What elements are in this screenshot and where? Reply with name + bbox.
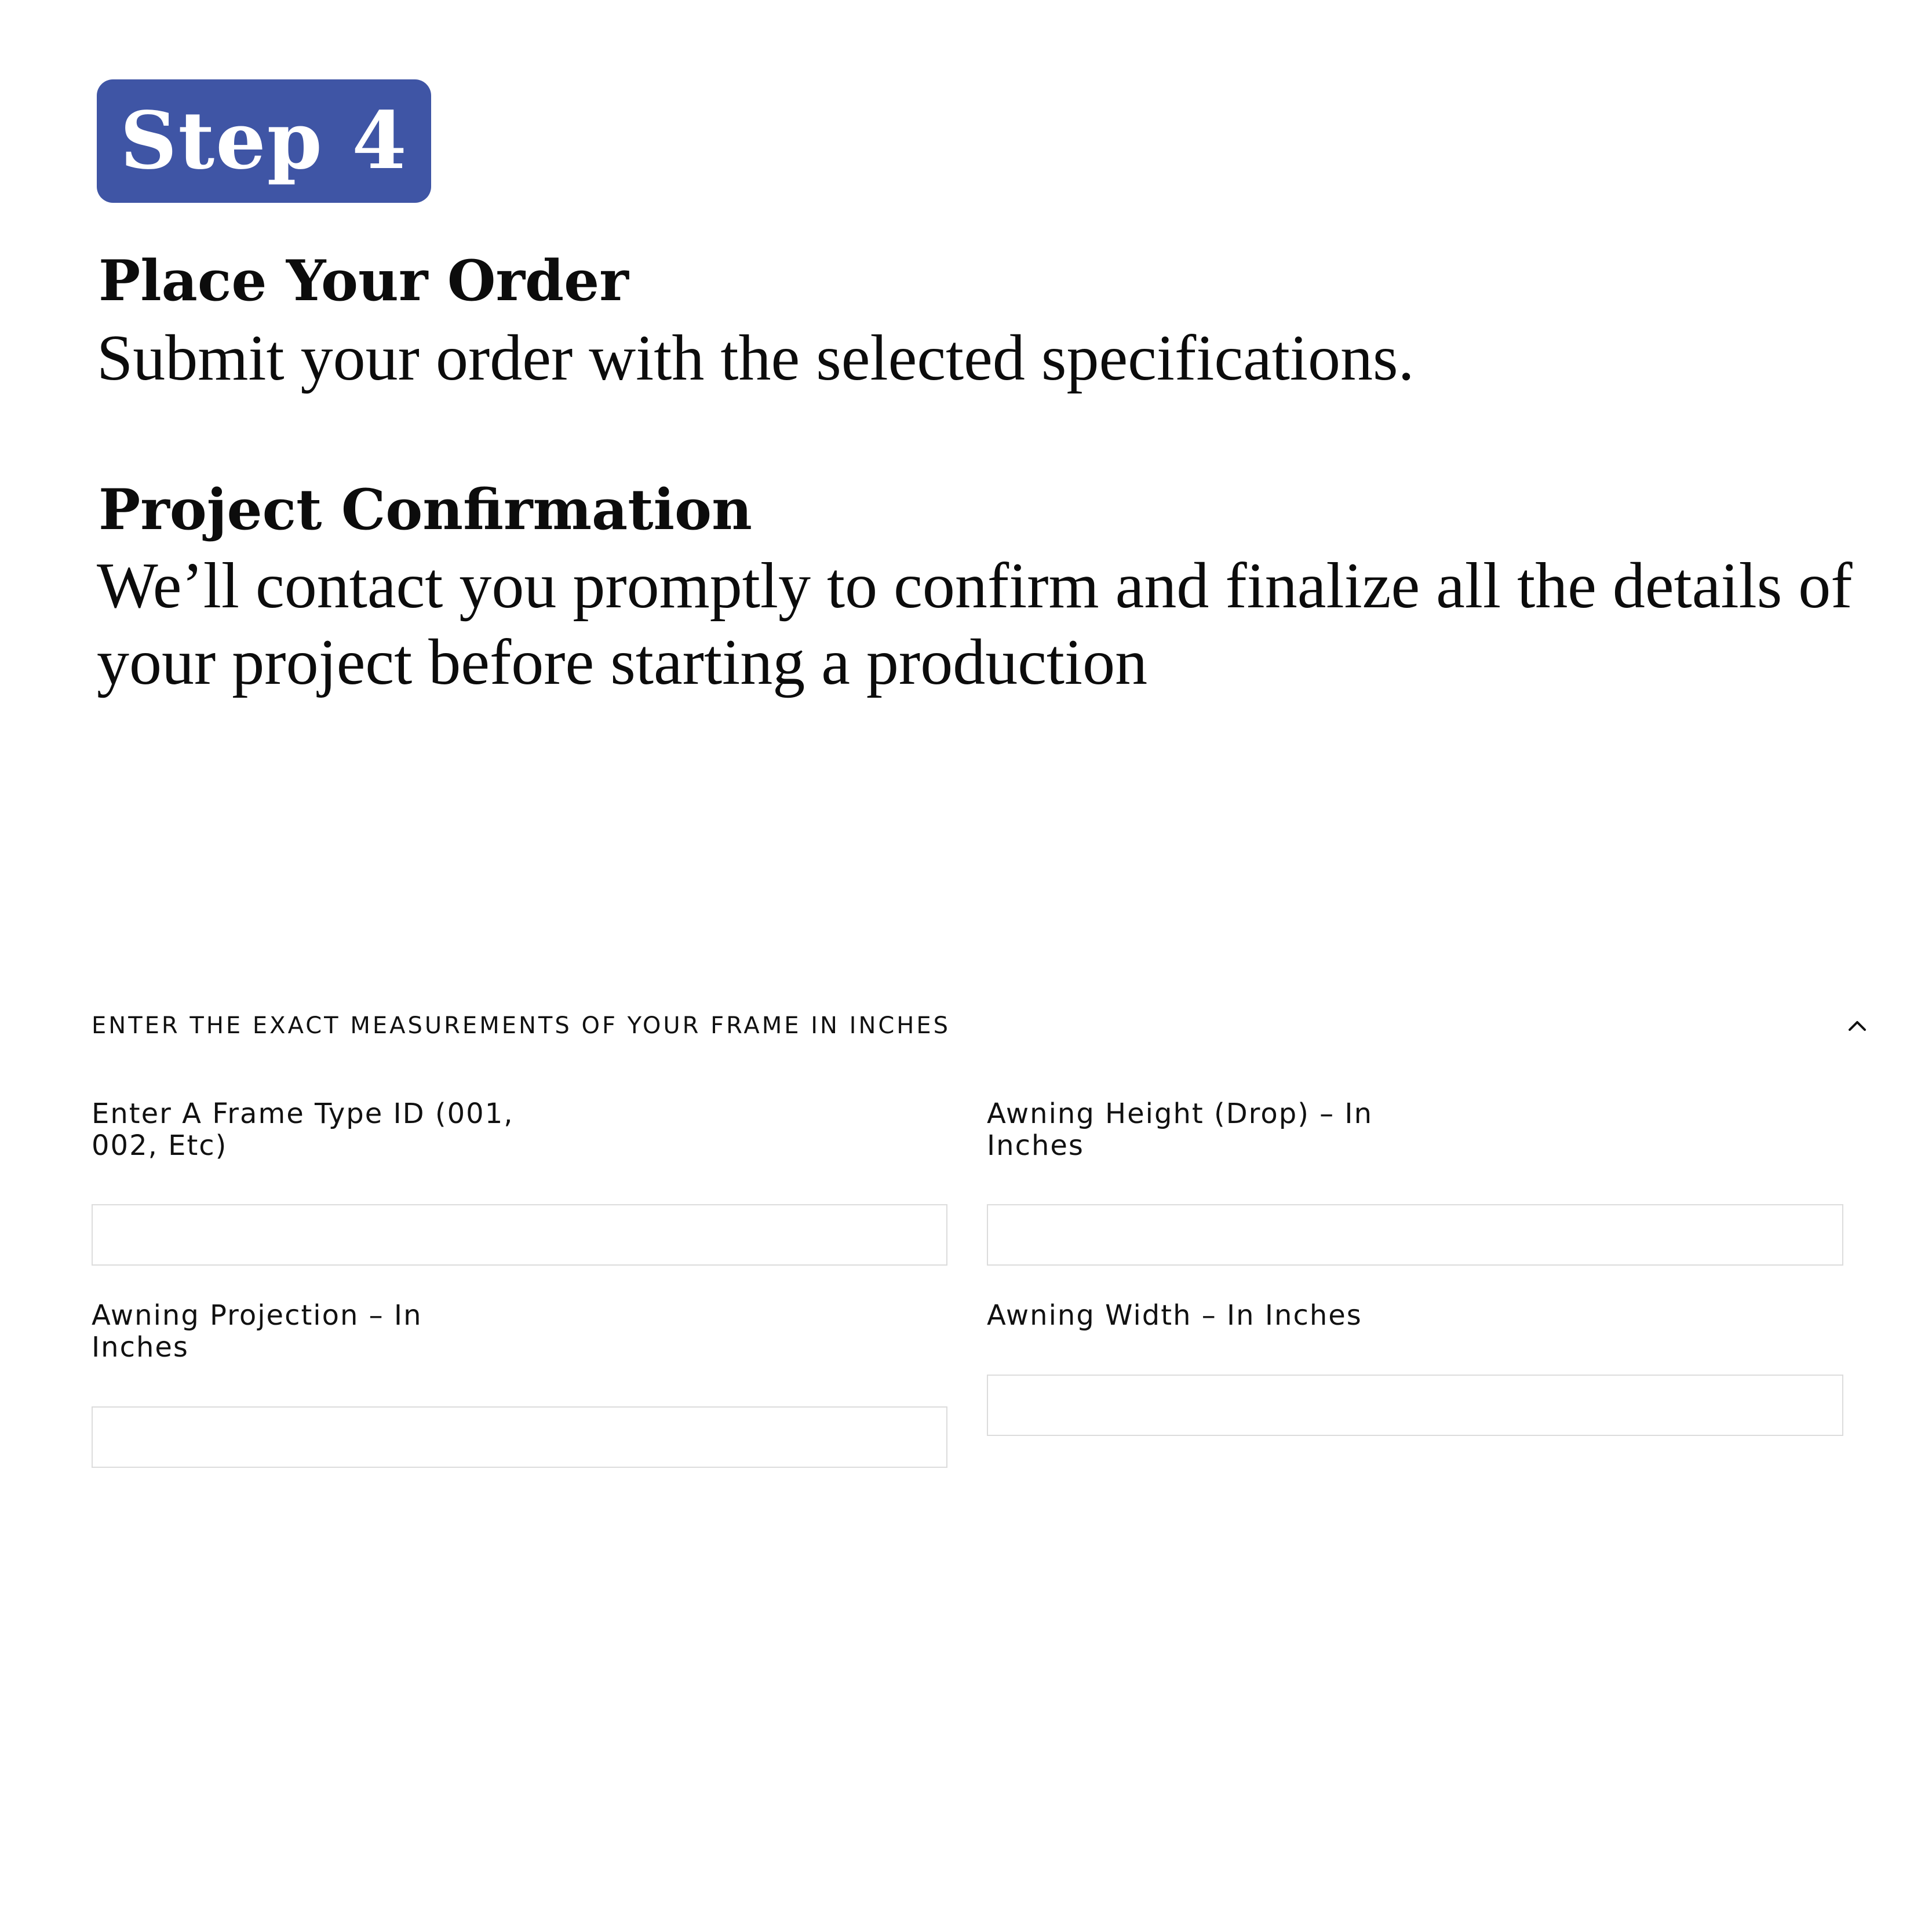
awning-width-label: Awning Width – In Inches	[987, 1299, 1362, 1332]
awning-height-label: Awning Height (Drop) – In Inches	[987, 1098, 1373, 1162]
measurements-accordion-header[interactable]	[92, 1005, 1871, 1046]
project-confirmation-description: We’ll contact you promptly to confirm and finalize all the details of your project before starting a production	[97, 550, 1853, 698]
frame-type-label: Enter A Frame Type ID (001, 002, Etc)	[92, 1098, 514, 1162]
frame-type-input[interactable]	[92, 1204, 947, 1266]
awning-height-input[interactable]	[987, 1204, 1843, 1266]
step-badge: Step 4	[97, 79, 431, 203]
awning-width-input[interactable]	[987, 1375, 1843, 1436]
project-confirmation-heading: Project Confirmation	[99, 477, 752, 542]
awning-projection-label: Awning Projection – In Inches	[92, 1299, 422, 1364]
chevron-up-icon[interactable]	[1844, 1012, 1871, 1039]
place-order-description: Submit your order with the selected specifications.	[97, 322, 1415, 394]
place-order-heading: Place Your Order	[99, 248, 629, 314]
measurements-section-title: ENTER THE EXACT MEASUREMENTS OF YOUR FRAME IN INCHES	[92, 1012, 951, 1039]
awning-projection-input[interactable]	[92, 1406, 947, 1468]
